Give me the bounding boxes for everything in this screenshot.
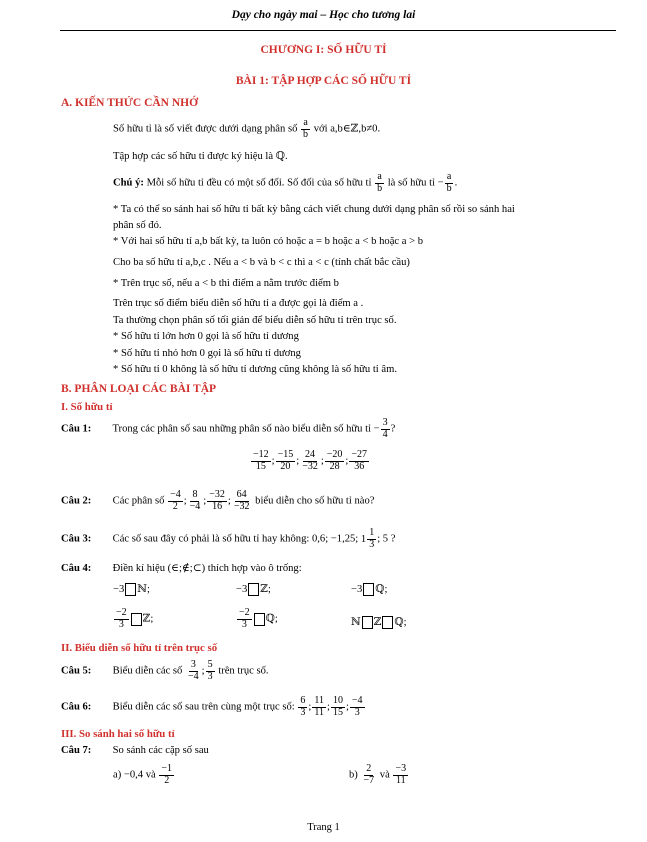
section-a-heading: A. KIẾN THỨC CẦN NHỚ	[61, 97, 199, 109]
subsection-3-heading: III. So sánh hai số hữu tỉ	[61, 728, 175, 740]
question-7a: a) −0,4 và $\frac{-1}{2}$	[113, 763, 173, 786]
fraction: $\frac{-15}{20}$	[277, 449, 294, 472]
q4-row2-col2: $\frac{-2}{3}$ ℚ;	[239, 607, 278, 630]
answer-box[interactable]	[125, 583, 136, 596]
fraction: $\frac{-1}{2}$	[161, 763, 173, 786]
fraction: $\frac{3}{4}$	[382, 417, 388, 440]
definition-line: Số hữu tỉ là số viết được dưới dạng phân số $\frac{a}{b}$ với a,b∈ℤ,b≠0.	[113, 117, 381, 140]
question-5: Câu 5: Biểu diễn các số $\frac{3}{-4}$ ; $\frac{5}{3}$ trên trục số.	[61, 659, 269, 682]
question-1-fractions: $\frac{-12}{15}$ ; $\frac{-15}{20}$ ; $\frac{24}{-32}$ ; $\frac{-20}{28}$ ; $\frac{-27}{36}$	[253, 449, 368, 472]
point-line: Trên trục số điểm biểu diễn số hữu tỉ a được gọi là điểm a .	[113, 298, 364, 309]
q4-row1-col3: −3 ℚ;	[351, 584, 388, 595]
fraction: $\frac{8}{-4}$	[189, 489, 201, 512]
q4-row1-col2: −3 ℤ;	[236, 584, 271, 595]
fraction-a-over-b: $\frac{a}{b}$	[377, 171, 383, 194]
fraction: $\frac{-27}{36}$	[351, 449, 368, 472]
section-b-heading: B. PHÂN LOẠI CÁC BÀI TẬP	[61, 383, 217, 395]
question-3: Câu 3: Các số sau đây có phải là số hữu tỉ hay không: 0,6; −1,25; 1 $\frac{1}{3}$ ; 5 ?	[61, 527, 396, 550]
chapter-title: CHƯƠNG I: SỐ HỮU TỈ	[260, 44, 387, 56]
bullet-order: * Với hai số hữu tỉ a,b bất kỳ, ta luôn có hoặc a = b hoặc a < b hoặc a > b	[113, 236, 424, 247]
page-header: Dạy cho ngày mai – Học cho tương lai	[231, 9, 416, 21]
question-1: Câu 1: Trong các phân số sau những phân số nào biểu diễn số hữu tỉ − $\frac{3}{4}$ ?	[61, 417, 396, 440]
question-2: Câu 2: Các phân số $\frac{-4}{2}$ ; $\frac{8}{-4}$ ; $\frac{-32}{16}$ ; $\frac{64}{-32}$ biểu diễn cho số hữu tỉ nào?	[61, 489, 375, 512]
fraction: $\frac{6}{3}$	[300, 695, 306, 718]
subsection-1-heading: I. Số hữu tỉ	[61, 401, 113, 413]
bullet-compare-2: phân số đó.	[113, 220, 162, 231]
fraction: $\frac{-12}{15}$	[253, 449, 269, 472]
question-7: Câu 7: So sánh các cặp số sau	[61, 745, 209, 756]
fraction-a-over-b: $\frac{a}{b}$	[303, 117, 309, 140]
fraction: $\frac{11}{11}$	[314, 695, 324, 718]
question-4: Câu 4: Điền kí hiệu (∈;∉;⊂) thích hợp vào ô trống:	[61, 563, 302, 574]
fraction: $\frac{10}{15}$	[332, 695, 343, 718]
q4-row1-col1: −3 ℕ;	[113, 584, 150, 595]
answer-box[interactable]	[363, 583, 374, 596]
fraction: $\frac{-20}{28}$	[326, 449, 343, 472]
set-notation-line: Tập hợp các số hữu tỉ được ký hiệu là ℚ.	[113, 151, 288, 162]
header-divider	[60, 30, 616, 31]
fraction: $\frac{5}{3}$	[207, 659, 213, 682]
fraction: $\frac{1}{3}$	[369, 527, 375, 550]
subsection-2-heading: II. Biểu diễn số hữu tỉ trên trục số	[61, 642, 218, 654]
answer-box[interactable]	[248, 583, 259, 596]
fraction: $\frac{2}{-7}$	[363, 763, 375, 786]
q4-row2-col3: ℕ ℤ ℚ;	[351, 617, 407, 628]
answer-box[interactable]	[382, 616, 393, 629]
bullet-positive: * Số hữu tỉ lớn hơn 0 gọi là số hữu tỉ dương	[113, 331, 299, 342]
page-number: Trang 1	[307, 822, 340, 833]
note-line: Chú ý: Mỗi số hữu tỉ đều có một số đối. Số đối của số hữu tỉ $\frac{a}{b}$ là số hữu tỉ − $\frac{a}{b}$ .	[113, 171, 458, 194]
answer-box[interactable]	[362, 616, 373, 629]
fraction-a-over-b: $\frac{a}{b}$	[446, 171, 452, 194]
fraction: $\frac{-2}{3}$	[116, 607, 127, 630]
fraction: $\frac{64}{-32}$	[233, 489, 250, 512]
bullet-zero: * Số hữu tỉ 0 không là số hữu tỉ dương cũng không là số hữu tỉ âm.	[113, 364, 397, 375]
question-7b: b) $\frac{2}{-7}$ và $\frac{-3}{11}$	[349, 763, 407, 786]
transitive-line: Cho ba số hữu tỉ a,b,c . Nếu a < b và b < c thì a < c (tính chất bắc cầu)	[113, 257, 410, 268]
fraction: $\frac{-3}{11}$	[395, 763, 407, 786]
lesson-title: BÀI 1: TẬP HỢP CÁC SỐ HỮU TỈ	[235, 75, 412, 87]
answer-box[interactable]	[254, 613, 265, 626]
fraction: $\frac{-2}{3}$	[239, 607, 250, 630]
question-6: Câu 6: Biểu diễn các số sau trên cùng một trục số: $\frac{6}{3}$ ; $\frac{11}{11}$ ; $\frac{10}{15}$ ; $\frac{-4}{3}$	[61, 695, 363, 718]
q4-row2-col1: $\frac{-2}{3}$ ℤ;	[116, 607, 154, 630]
bullet-number-line: * Trên trục số, nếu a < b thì điểm a nằm trước điểm b	[113, 278, 339, 289]
bullet-compare-1: * Ta có thể so sánh hai số hữu tỉ bất kỳ bằng cách viết chung dưới dạng phân số rồi so sánh hai	[113, 204, 515, 215]
fraction: $\frac{-4}{2}$	[170, 489, 181, 512]
reduced-fraction-line: Ta thường chọn phân số tối giản để biểu diễn số hữu tỉ trên trục số.	[113, 315, 397, 326]
fraction: $\frac{3}{-4}$	[188, 659, 199, 682]
fraction: $\frac{-32}{16}$	[209, 489, 225, 512]
answer-box[interactable]	[131, 613, 142, 626]
bullet-negative: * Số hữu tỉ nhỏ hơn 0 gọi là số hữu tỉ dương	[113, 348, 301, 359]
fraction: $\frac{-4}{3}$	[351, 695, 363, 718]
fraction: $\frac{24}{-32}$	[302, 449, 318, 472]
